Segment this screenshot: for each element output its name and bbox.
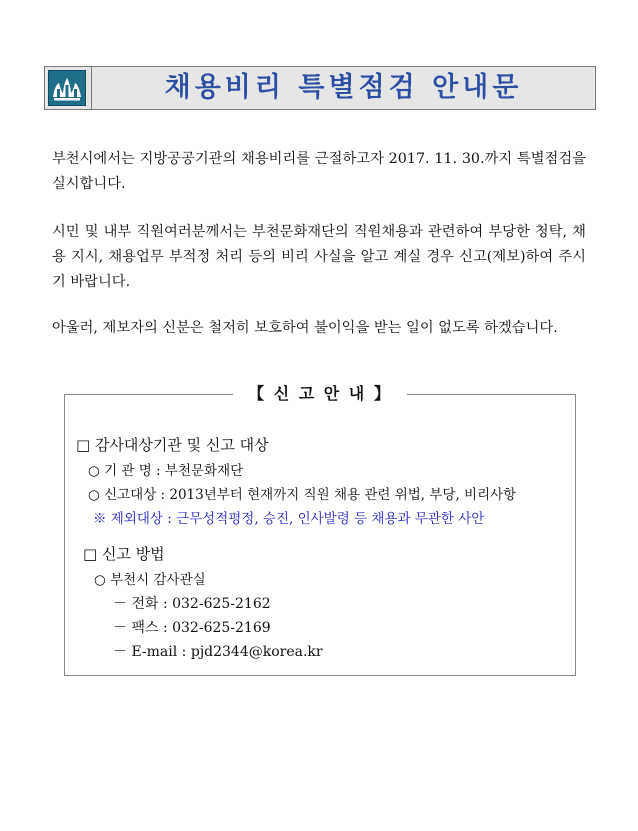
- phone-item: － 전화 : 032-625-2162: [113, 596, 271, 612]
- request-paragraph: 시민 및 내부 직원여러분께서는 부천문화재단의 직원채용과 관련하여 부당한 청탁, 채용 지시, 채용업무 부적정 처리 등의 비리 사실을 알고 계실 경우 신고(제보)하여 주시기 바랍니다.: [52, 224, 586, 290]
- city-emblem-icon: [48, 70, 86, 106]
- email-item: － E-mail : pjd2344@korea.kr: [113, 644, 323, 660]
- report-target-item: ○ 신고대상 : 2013년부터 현재까지 직원 채용 관련 위법, 부당, 비리사항: [88, 487, 517, 503]
- section-method-title: □ 신고 방법: [83, 545, 165, 563]
- section-target-title: □ 감사대상기관 및 신고 대상: [76, 436, 269, 454]
- office-item: ○ 부천시 감사관실: [94, 572, 206, 588]
- title-bar: [44, 66, 596, 110]
- protection-paragraph: 아울러, 제보자의 신분은 철저히 보호하여 불이익을 받는 일이 없도록 하겠습니다.: [52, 320, 558, 336]
- notice-heading: 【 신 고 안 내 】: [233, 381, 407, 407]
- exclusion-note: ※ 제외대상 : 근무성적평정, 승진, 인사발령 등 채용과 무관한 사안: [93, 511, 485, 527]
- agency-name-item: ○ 기 관 명 : 부천문화재단: [88, 463, 244, 479]
- fax-item: － 팩스 : 032-625-2169: [113, 620, 271, 636]
- intro-paragraph: 부천시에서는 지방공공기관의 채용비리를 근절하고자 2017. 11. 30.까지 특별점검을 실시합니다.: [52, 151, 586, 192]
- page-title: 채용비리 특별점검 안내문: [164, 72, 523, 103]
